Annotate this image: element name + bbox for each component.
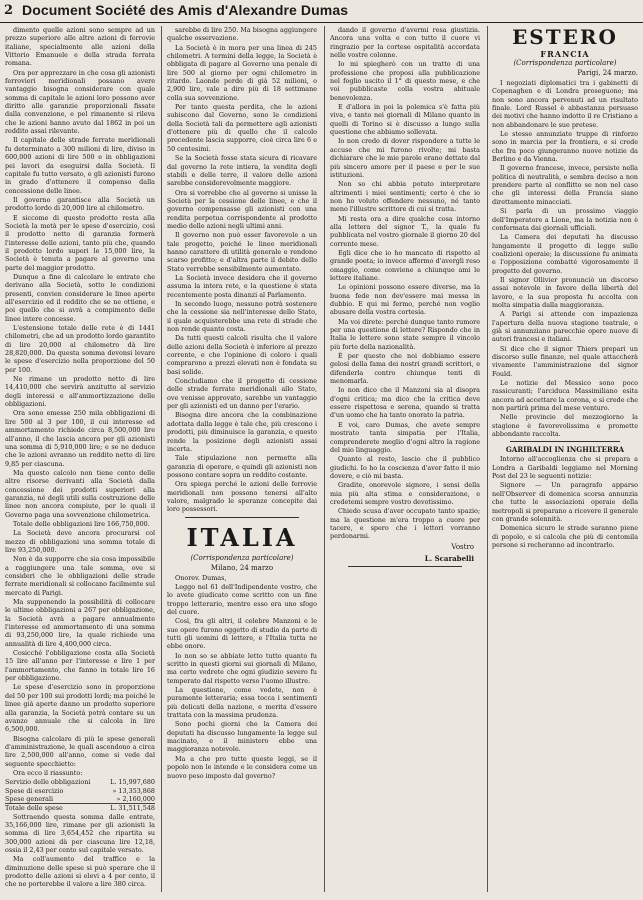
paragraph: Leggo nel 61 dell'Indipendente vostro, che lo avete giudicato come scritto con un fine troppo letterario, mentre esso era uno sfogo del cuore. [167,582,317,616]
table-total-row [5,804,155,813]
paragraph: L'estensione totale delle rete è di 1441 chilometri, che ad un prodotto lordo garantito di lire 20,000 al chilometro dà lire 28,820,000. Da questa somma devonsi levare le spese d'esercizio nella proporzione del 50 per 100. [5,324,155,374]
dateline: Parigi, 24 marzo. [577,69,638,77]
signature-prefix: Vostro [451,542,474,551]
paragraph: E siccome di questo prodotto resta alla Società la metà per le spese d'esercizio, così il prodotto netto di garanzia formerà l'interesse delle azioni, tanto più che, quando il prodotto lordo superi le 15,000 lire, la Società è tenuta a pagare al governo una parte del maggior prodotto. [5,213,155,272]
divider [510,441,620,442]
paragraph: Ora spiega perché le azioni delle ferrovie meridionali non possono tenersi all'alto valore, malgrado le speranze concepite dai loro possessori. [167,480,317,514]
paragraph: Signore — Un paragrafo apparso nell'Observer di domenica scorsa annunzia che tutte le associazioni operaie della metropoli si preparano a ricevere il generale con grande solennità. [492,481,638,523]
row-value: » 2,160,000 [116,794,155,803]
paragraph: Il capitale delle strade ferrate meridionali fu determinato a 300 milioni di lire, diviso in 600,000 azioni di lire 500 e in obbligazioni pei lavori da eseguirsi dalla Società. Il capitale fu tutto versato, e gli azionisti furono in grado d'ottenere il compenso dalla concessione delle linee. [5,136,155,195]
divider [185,517,299,518]
section-heading-garibaldi: GARIBALDI IN INGHILTERRA [505,445,625,455]
paragraph: Ma questo calcolo non tiene conto delle altre risorse derivanti alla Società dalla concessione dei prodotti superiori alla garanzia, né degli utili sulla costruzione delle linee non ancora compiute, per le quali il Governo paga una sovvenzione chilometrica. [5,468,155,519]
page-header [0,0,643,23]
salutation: Onorev. Dumas, [175,573,227,582]
paragraph: Le spese d'esercizio sono in proporzione del 50 per 100 sui prodotti lordi; ma poiché le linee già aperte danno un prodotto superiore alla garanzia, la Società potrà contare su un avanzo annuale che si calcola in lire 6,500,000. [5,683,155,734]
paragraph: Io non dico che il Manzoni sia al disopra d'ogni critica; ma dico che la critica deve essere rispettosa e serena, quando si tratta d'un uomo che ha tanto onorato la patria. [330,386,480,420]
paragraph: Intorno all'accoglienza che si prepara a Londra a Garibaldi leggiamo nel Morning Post del 23 le seguenti notizie: [492,455,638,481]
paragraph: E voi, caro Dumas, che avete sempre mostrato tanta simpatia per l'Italia, comprenderete meglio d'ogni altro la ragione del mio linguaggio. [330,420,480,454]
paragraph: Totale delle obbligazioni lire 166,750,000. [13,519,150,528]
column-divider [487,26,488,892]
paragraph: Io non credo di dover rispondere a tutte le accuse che mi furono rivolte; mi basta dichiarare che le mie parole erano dettate dal più sincero amore per il paese e per le sue istituzioni. [330,137,480,179]
column-divider [324,26,325,892]
row-value: L. 15,997,680 [110,778,155,787]
paragraph: Ma a che pro tutte queste leggi, se il popolo non le intende e le considera come un nuovo peso imposto dal governo? [167,754,317,780]
paragraph: Tale stipulazione non permette alla garanzia di operare, e quindi gli azionisti non possono contare sopra un reddito costante. [167,454,317,479]
paragraph: Non è da supporre che sia cosa impossibile a raggiungere una tale somma, ove si consideri che le obbligazioni delle strade ferrate meridionali si collocano facilmente sul mercato di Parigi. [5,555,155,597]
paragraph: E d'allora in poi la polemica s'è fatta più viva, e tanto nei giornali di Milano quanto in quelli di Torino si è discusso a lungo sulla questione che abbiamo sollevata. [330,103,480,137]
table-row [5,787,155,795]
paragraph: Il governo francese, invece, persiste nella politica di neutralità, e sembra deciso a non prendere parte al conflitto se non nel caso che gli interessi della Francia siano direttamente minacciati. [492,164,638,206]
paragraph: Le notizie del Messico sono poco rassicuranti; l'arciduca Massimiliano esita ancora ad accettare la corona, e si crede che non partirà prima del mese venturo. [492,379,638,413]
paragraph: Se la Società fosse stata sicura di ricavare dal governo la rete intiera, la vendita degli stabili e delle terre, il valore delle azioni sarebbe considerevolmente maggiore. [167,154,317,188]
paragraph: Ma voi direte: perché dunque tanto rumore per una questione di lettere? Rispondo che in Italia le lettere sono state sempre il vincolo più forte della nazionalità. [330,317,480,351]
paragraph: Egli dice che io ho mancato di rispetto al grande poeta; io invece affermo d'avergli reso omaggio, come conviene a chiunque ami le lettere italiane. [330,248,480,282]
table-row [5,795,155,804]
paragraph: Io mi spiegherò con un tratto di una professione che proposi alla pubblicazione nel foglio uscito il 1° di questo mese, e che voi pubblicaste colla vostra abituale benevolenza. [330,60,480,102]
paragraph: Concludiamo che il progetto di cessione delle strade ferrate meridionali allo Stato, ove venisse approvato, sarebbe un vantaggio per gli azionisti ed un danno per l'erario. [167,377,317,411]
section-heading-estero: ESTERO [512,26,618,49]
paragraph: Ora si vorrebbe che al governo si unisse la Società per la cessione delle linee, e che il governo compensasse gli azionisti con una rendita perpetua corrispondente al prodotto medio delle azioni negli ultimi anni. [167,188,317,230]
paragraph: Ora per apprezzare in che cosa gli azionisti ferrovieri meridionali possano avere vantaggio bisogna considerare con quale somma di capitale le azioni loro possono aver diritto alle garanzie proporzionali fissate dalla convenzione, e pel rimanente si rileva che le azioni hanno avuto dal 1862 in poi un reddito assai rilevante. [5,68,155,136]
paragraph: Mi resta ora a dire qualche cosa intorno alla lettera del signor T., la quale fu pubblicata nel vostro giornale il giorno 20 del corrente mese. [330,214,480,248]
paragraph: La questione, come vedete, non è puramente letteraria; essa tocca i sentimenti più delicati della nazione, e merita d'essere trattata con la massima prudenza. [167,686,317,720]
column-3 [330,26,480,892]
paragraph: Si parla di un prossimo viaggio dell'Imperatore a Lione, ma la notizia non è confermata dai giornali ufficiali. [492,207,638,232]
paragraph: La Camera dei deputati ha discusso lungamente il progetto di legge sulle coalizioni operaie; la discussione fu animata e l'opposizione combatté vigorosamente il progetto del governo. [492,233,638,275]
paragraph: Non so chi abbia potuto interpretare altrimenti i miei sentimenti; certo è che io non ho voluto offendere nessuno, né tanto meno l'illustre scrittore di cui si tratta. [330,180,480,214]
paragraph: Cosicché l'obbligazione costa alla Società 15 lire all'anno per l'interesse e lire 1 per l'ammortamento, che fanno in totale lire 16 per obbligazione. [5,649,155,683]
paragraph: dando il governo d'avermi resa giustizia. Ancora una volta e con tutto il cuore vi ringrazio per la cortese ospitalità accordata nelle vostre colonne. [330,26,480,60]
column-1 [5,26,155,892]
paragraph: I negoziati diplomatici tra i gabinetti di Copenaghen e di Londra proseguono; ma non sono ancora pervenuti ad un risultato finale. Lord Russel è abbastanza persuaso dei motivi che hanno indotto il re Cristiano a non abbandonare le sue pretese. [492,79,638,129]
total-label: Totale delle spese [5,804,63,813]
signature: L. Scarabelli [424,553,474,563]
paragraph: La Società deve ancora procurarsi col mezzo di obbligazioni una somma totale di lire 93,250,000. [5,529,155,554]
paragraph: Gradite, onorevole signore, i sensi della mia più alta stima e considerazione, e credetemi sempre vostro devotissimo. [330,481,480,506]
paragraph: Si dice che il signor Thiers prepari un discorso sulle finanze, nel quale attaccherà vivamente l'amministrazione del signor Fould. [492,344,638,378]
paragraph: Io non so se abbiate letto tutto quanto fu scritto in questi giorni sui giornali di Milano, ma certo vedrete che ogni giudizio severo fu temperato dal rispetto verso l'uomo illustre. [167,651,317,685]
paragraph: La Società invece desidera che il governo assuma la intera rete, e la questione è stata recentemente posta dinanzi al Parlamento. [167,273,317,299]
column-4 [492,26,638,892]
expense-table [5,778,155,812]
paragraph: Per tanto questa perdita, che le azioni subiscono dal Governo, sono le condizioni della Società tali da permettere agli azionisti d'ottenere più di quello che il calcolo precedente lascia supporre, cioè circa lire 6 e 50 centesimi. [167,103,317,153]
paragraph: Il signor Ollivier pronunciò un discorso assai notevole in favore della libertà del lavoro, e la sua proposta fu accolta con molta simpatia dalla maggioranza. [492,275,638,309]
country-heading: FRANCIA [540,49,590,59]
paragraph: È per questo che noi dobbiamo essere gelosi della fama dei nostri grandi scrittori, e difenderla contro chiunque tenti di menomarla. [330,352,480,386]
paragraph: In secondo luogo, nessuno potrà sostenere che la cessione sia nell'interesse dello Stato, il quale acquisterebbe una rete di strade che non rende quanto costa. [167,300,317,334]
table-row [5,778,155,786]
divider [348,566,462,567]
section-subheading: (Corrispondenza particolare) [190,553,294,562]
section-heading-italia: ITALIA [186,522,298,552]
paragraph: Sottraendo questa somma dalle entrate, 35,166,000 lire, rimane per gli azionisti la somma di lire 3,654,452 che ripartita su 300,000 azioni dà per ciascuna lire 12,18, ossia il 2,43 per cento sul capitale versato. [5,812,155,854]
paragraph: Chiedo scusa d'aver occupato tanto spazio; ma la questione m'era troppo a cuore per tacere, e spero che i lettori vorranno perdonarmi. [330,507,480,541]
row-label: Spese di esercizio [5,786,64,795]
column-2 [167,26,317,892]
paragraph: Le stesse annunziate truppe di rinforzo sono in marcia per la frontiera, e si crede che fra poco giungeranno nuove notizie da Berlino e da Vienna. [492,130,638,164]
table-title: Ora ecco il riassunto: [13,768,83,777]
total-value: L. 31,511,548 [110,804,155,813]
paragraph: Così, fra gli altri, il celebre Manzoni e le sue opere furono oggetto di studio da parte di tutti gli uomini di lettere, e l'Italia tutta ne ebbe onore. [167,617,317,651]
paragraph: Ma coll'aumento del traffico e la diminuzione delle spese si può sperare che il prodotto delle azioni si elevi a 4 per cento, il che ne porterebbe il valore a lire 380 circa. [5,855,155,889]
paragraph: Il governo garantisce alla Società un prodotto lordo di 20,000 lire al chilometro. [5,195,155,213]
paragraph: Ma supponendo la possibilità di collocare le ultime obbligazioni a 267 per obbligazione, la Società avrà a pagare annualmente l'interesse ed ammortamento di una somma di 93,250,000 lire, la quale richiede una annualità di lire 4,400,000 circa. [5,598,155,648]
paragraph: Bisogna calcolare di più le spese generali d'amministrazione, le quali ascendono a circa lire 2,500,000 all'anno, come si vede dal seguente specchietto: [5,734,155,768]
paragraph: Nelle provincie del mezzogiorno la stagione è favorevolissima e promette abbondante raccolta. [492,413,638,439]
paragraph: dimento quelle azioni sono sempre ad un prezzo superiore alle altre azioni di ferrovie italiane, specialmente alle azioni della Vittorio Emanuele e della strada ferrata romana. [5,26,155,68]
paragraph: Quanto al resto, lascio che il pubblico giudichi. Io ho la coscienza d'aver fatto il mio dovere, e ciò mi basta. [330,455,480,480]
paragraph: Bisogna dire ancora che la combinazione adottata dalla legge è tale che, più crescono i prodotti, più diminuisce la garanzia, e questo rende la posizione degli azionisti assai incerta. [167,411,317,453]
paragraph: Da tutti questi calcoli risulta che il valore delle azioni della Società è inferiore al prezzo corrente, e che l'opinione di coloro i quali comprarono a prezzi elevati non è fondata su basi solide. [167,334,317,376]
row-label: Servizio delle obbligazioni [5,778,91,787]
paragraph: Ora sono emesse 250 mila obbligazioni di lire 500 al 3 per 100, il cui interesse ed ammortamento richiede circa 8,500,000 lire all'anno, il che lascia ancora per gli azionisti una somma di 5,910,000 lire; e se ne deduce che le azioni avranno un reddito netto di lire 9,85 per ciascuna. [5,409,155,468]
paragraph: Ne rimane un prodotto netto di lire 14,410,000 che servirà anzitutto al servizio degli interessi e all'ammortizzazione delle obbligazioni. [5,375,155,409]
column-divider [161,26,162,892]
row-label: Spese generali [5,794,54,803]
paragraph: A Parigi si attende con impazienza l'apertura della nuova stagione teatrale, e già si annunziano parecchie opere nuove di autori francesi e italiani. [492,310,638,344]
dateline: Milano, 24 marzo [210,563,274,572]
page-number: 2 [4,3,14,18]
paragraph: La Società è in mora per una linea di 245 chilometri. A termini della legge, la Società è obbligata di pagare al Governo una penale di lire 500 al giorno per ogni chilometro in ritardo. Laonde perde di già 52 milioni, o 2,900 lire, vale a dire più di 18 settimane colla sua sovvenzione. [167,43,317,102]
paragraph: Sono pochi giorni che la Camera dei deputati ha discusso lungamente la legge sul macinato, e il ministero ebbe una maggioranza notevole. [167,720,317,754]
row-value: » 13,353,868 [112,786,155,795]
paragraph: sarebbe di lire 250. Ma bisogna aggiungere qualche osservazione. [167,26,317,43]
paragraph: Le opinioni possono essere diverse, ma la buona fede non dev'essere mai messa in dubbio. E qui mi fermo, perché non voglio abusare della vostra cortesia. [330,283,480,317]
masthead-title: Document Société des Amis d'Alexandre Dumas [22,2,349,18]
section-subheading: (Corrispondenza particolare) [513,59,617,67]
paragraph: Domenica sicuro le strade saranno piene di popolo, e si calcola che più di centomila persone si recheranno ad incontrarlo. [492,524,638,549]
paragraph: Il governo non può esser favorevole a un tale progetto, poiché le linee meridionali hanno carattere di utilità generale e rendono scarso profitto; e d'altra parte il debito dello Stato verrebbe sensibilmente aumentato. [167,231,317,273]
paragraph: Dunque a fine di calcolare le entrate che derivano alla Società, sotto le condizioni presenti, convien considerare le linee aperte all'esercizio ed il reddito che se ne ottiene, e poi quello che si avrà a compimento delle linee intere concesse. [5,272,155,323]
